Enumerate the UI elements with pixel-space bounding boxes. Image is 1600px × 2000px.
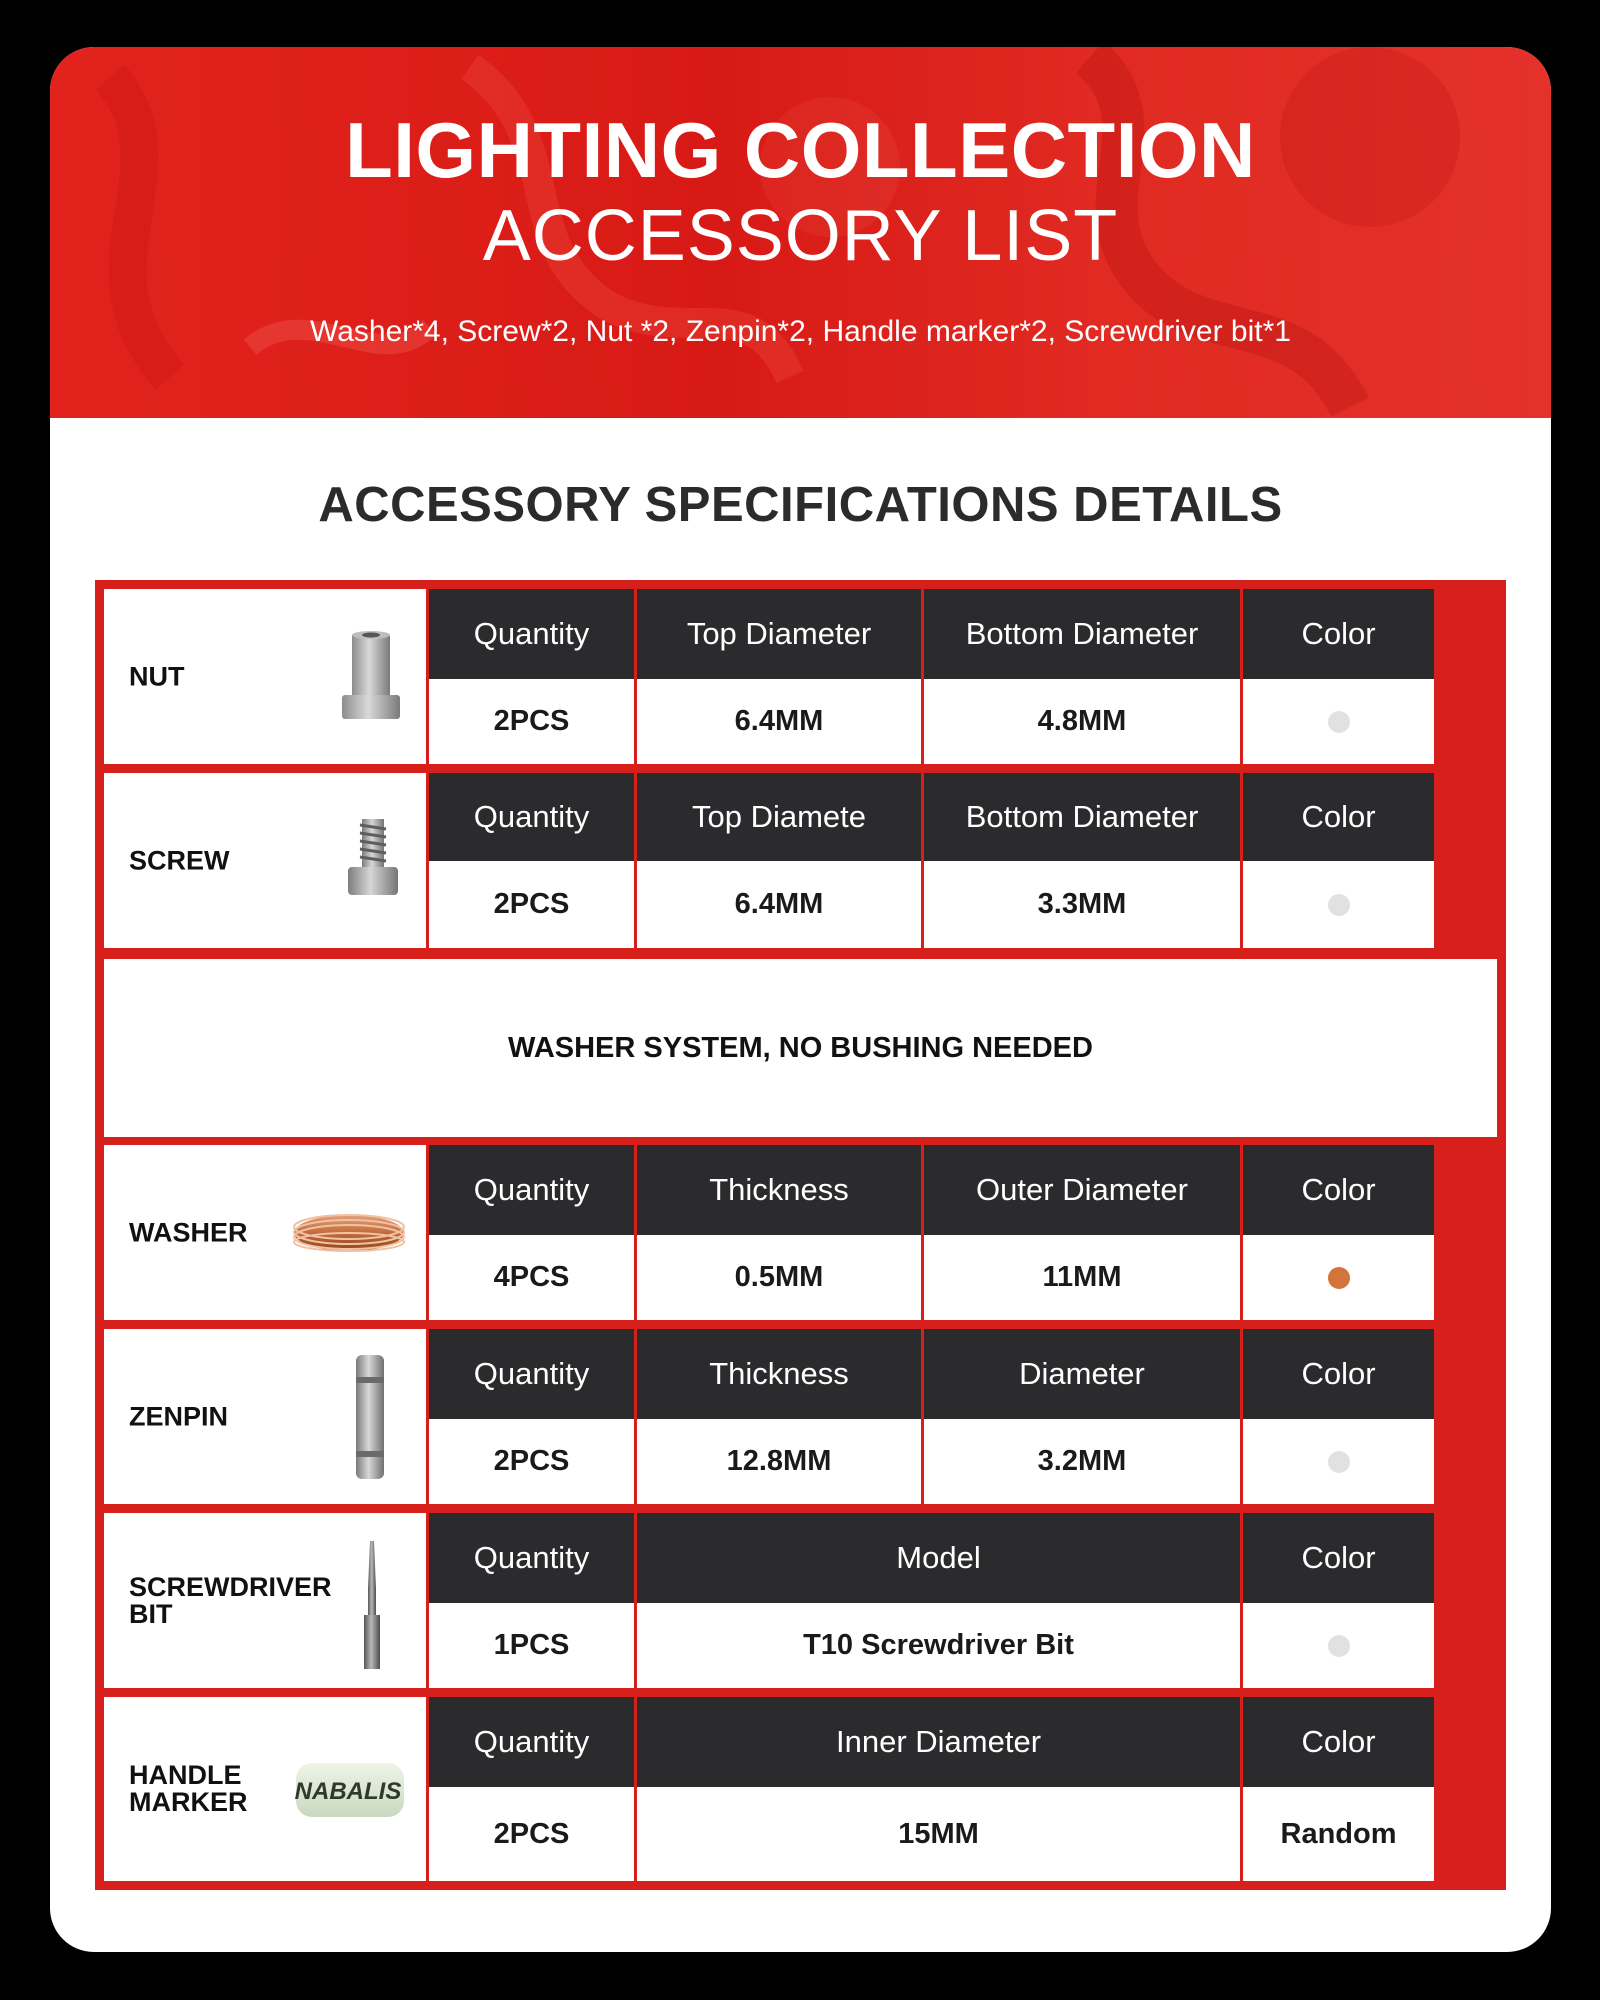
color-swatch-silver xyxy=(1328,894,1350,916)
value-quantity: 2PCS xyxy=(429,679,634,764)
header-top-diameter: Top Diamete xyxy=(637,773,921,861)
value-quantity: 2PCS xyxy=(429,861,634,948)
value-bottom-diameter: 4.8MM xyxy=(924,679,1240,764)
header-outer-diameter: Outer Diameter xyxy=(924,1145,1240,1235)
value-color-random: Random xyxy=(1243,1787,1434,1881)
accessory-summary: Washer*4, Screw*2, Nut *2, Zenpin*2, Handle marker*2, Screwdriver bit*1 xyxy=(310,315,1291,348)
title-line-1: LIGHTING COLLECTION xyxy=(345,106,1256,194)
header-quantity: Quantity xyxy=(429,589,634,679)
title-line-2: ACCESSORY LIST xyxy=(482,196,1119,276)
header-thickness: Thickness xyxy=(637,1145,921,1235)
row-label xyxy=(129,1571,332,1629)
nut-icon xyxy=(338,629,404,725)
value-diameter: 3.2MM xyxy=(924,1419,1240,1504)
washer-system-note: WASHER SYSTEM, NO BUSHING NEEDED xyxy=(104,959,1497,1137)
section-title: ACCESSORY SPECIFICATIONS DETAILS xyxy=(318,478,1283,532)
row-label-cell xyxy=(104,1145,426,1320)
value-top-diameter: 6.4MM xyxy=(637,861,921,948)
table-row-screw xyxy=(104,773,1497,948)
header-color: Color xyxy=(1243,1329,1434,1419)
header-bottom-diameter: Bottom Diameter xyxy=(924,773,1240,861)
row-label-cell xyxy=(104,1329,426,1504)
washer-icon xyxy=(292,1211,406,1255)
value-thickness: 12.8MM xyxy=(637,1419,921,1504)
value-color xyxy=(1243,861,1434,948)
color-swatch-copper xyxy=(1328,1267,1350,1289)
row-label-cell xyxy=(104,589,426,764)
row-label: NUT xyxy=(129,661,185,691)
value-color xyxy=(1243,1419,1434,1504)
row-label-cell xyxy=(104,1697,426,1881)
screwdriver-bit-icon xyxy=(358,1539,386,1673)
header-thickness: Thickness xyxy=(637,1329,921,1419)
table-row-screwdriver-bit xyxy=(104,1513,1497,1688)
value-model: T10 Screwdriver Bit xyxy=(637,1603,1240,1688)
value-bottom-diameter: 3.3MM xyxy=(924,861,1240,948)
row-label-line-1: SCREWDRIVER xyxy=(129,1571,332,1602)
handle-marker-icon xyxy=(294,1761,406,1819)
value-quantity: 4PCS xyxy=(429,1235,634,1320)
value-outer-diameter: 11MM xyxy=(924,1235,1240,1320)
value-quantity: 1PCS xyxy=(429,1603,634,1688)
zenpin-icon xyxy=(350,1353,390,1481)
value-thickness: 0.5MM xyxy=(637,1235,921,1320)
value-color xyxy=(1243,679,1434,764)
screw-icon xyxy=(340,817,406,903)
row-label: SCREW xyxy=(129,845,230,875)
row-label: WASHER xyxy=(129,1217,248,1247)
header-bottom-diameter: Bottom Diameter xyxy=(924,589,1240,679)
row-label-line-2: BIT xyxy=(129,1598,173,1629)
row-label xyxy=(129,1762,248,1816)
color-swatch-silver xyxy=(1328,711,1350,733)
header-banner xyxy=(50,47,1551,418)
value-top-diameter: 6.4MM xyxy=(637,679,921,764)
table-row-nut xyxy=(104,589,1497,764)
row-label-cell xyxy=(104,773,426,948)
row-label-line-1: HANDLE xyxy=(129,1760,242,1790)
value-quantity: 2PCS xyxy=(429,1787,634,1881)
value-quantity: 2PCS xyxy=(429,1419,634,1504)
header-color: Color xyxy=(1243,1697,1434,1787)
header-color: Color xyxy=(1243,589,1434,679)
color-swatch-silver xyxy=(1328,1451,1350,1473)
value-color xyxy=(1243,1603,1434,1688)
color-swatch-silver xyxy=(1328,1635,1350,1657)
header-diameter: Diameter xyxy=(924,1329,1240,1419)
value-inner-diameter: 15MM xyxy=(637,1787,1240,1881)
header-color: Color xyxy=(1243,1145,1434,1235)
row-label-line-2: MARKER xyxy=(129,1787,248,1817)
table-row-handle-marker xyxy=(104,1697,1497,1881)
table-row-washer xyxy=(104,1145,1497,1320)
accessory-card xyxy=(50,47,1551,1952)
header-quantity: Quantity xyxy=(429,773,634,861)
spec-table xyxy=(95,580,1506,1890)
header-quantity: Quantity xyxy=(429,1697,634,1787)
header-inner-diameter: Inner Diameter xyxy=(637,1697,1240,1787)
header-color: Color xyxy=(1243,773,1434,861)
header-model: Model xyxy=(637,1513,1240,1603)
value-color xyxy=(1243,1235,1434,1320)
header-color: Color xyxy=(1243,1513,1434,1603)
header-top-diameter: Top Diameter xyxy=(637,589,921,679)
table-row-zenpin xyxy=(104,1329,1497,1504)
row-label-cell xyxy=(104,1513,426,1688)
row-label: ZENPIN xyxy=(129,1401,229,1431)
header-quantity: Quantity xyxy=(429,1513,634,1603)
header-quantity: Quantity xyxy=(429,1145,634,1235)
header-quantity: Quantity xyxy=(429,1329,634,1419)
marker-lettering: NABALIS xyxy=(294,1778,402,1805)
